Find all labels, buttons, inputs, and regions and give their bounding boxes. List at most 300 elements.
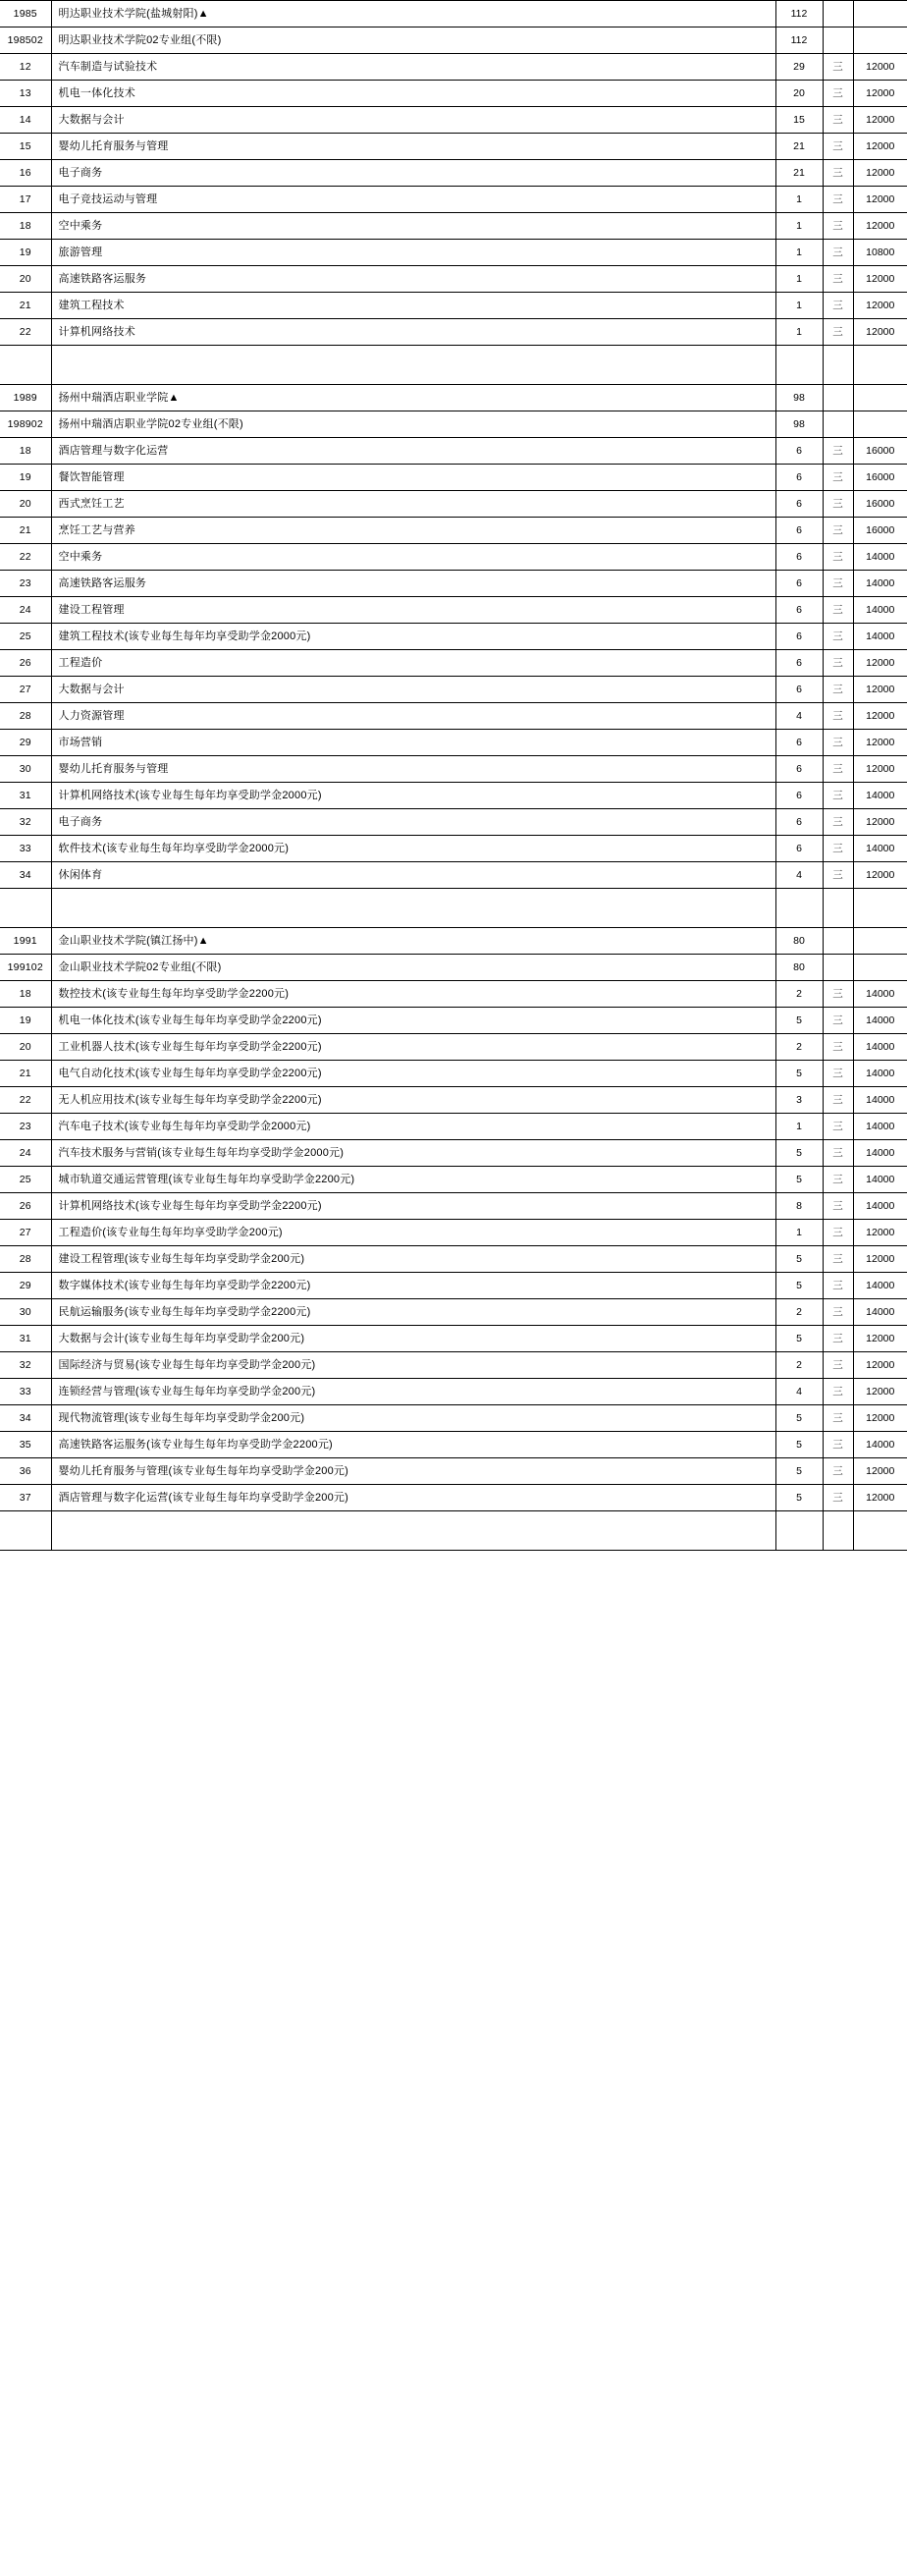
cell-study-years [823, 889, 853, 928]
cell-tuition-fee: 12000 [853, 81, 907, 107]
cell-plan-count: 4 [775, 862, 823, 889]
cell-study-years [823, 928, 853, 955]
cell-code: 1989 [0, 385, 51, 411]
cell-plan-count: 112 [775, 1, 823, 27]
cell-code: 29 [0, 730, 51, 756]
cell-study-years: 三 [823, 1061, 853, 1087]
cell-tuition-fee: 12000 [853, 213, 907, 240]
cell-study-years: 三 [823, 650, 853, 677]
cell-major-name: 机电一体化技术(该专业每生每年均享受助学金2200元) [51, 1008, 775, 1034]
table-row [0, 1114, 907, 1140]
cell-major-name: 计算机网络技术(该专业每生每年均享受助学金2200元) [51, 1193, 775, 1220]
cell-tuition-fee [853, 411, 907, 438]
cell-plan-count: 98 [775, 411, 823, 438]
cell-plan-count: 1 [775, 266, 823, 293]
cell-plan-count: 6 [775, 650, 823, 677]
table-row [0, 756, 907, 783]
cell-code: 31 [0, 1326, 51, 1352]
cell-plan-count: 6 [775, 624, 823, 650]
cell-study-years: 三 [823, 783, 853, 809]
cell-major-name: 城市轨道交通运营管理(该专业每生每年均享受助学金2200元) [51, 1167, 775, 1193]
cell-tuition-fee: 14000 [853, 624, 907, 650]
cell-code: 24 [0, 1140, 51, 1167]
cell-plan-count: 5 [775, 1432, 823, 1458]
cell-tuition-fee: 14000 [853, 1114, 907, 1140]
cell-major-name: 建筑工程技术(该专业每生每年均享受助学金2000元) [51, 624, 775, 650]
table-row [0, 1485, 907, 1511]
cell-plan-count: 5 [775, 1326, 823, 1352]
table-row [0, 1405, 907, 1432]
cell-tuition-fee: 12000 [853, 1220, 907, 1246]
cell-plan-count: 2 [775, 1352, 823, 1379]
cell-plan-count: 5 [775, 1273, 823, 1299]
cell-study-years: 三 [823, 677, 853, 703]
cell-major-name: 工业机器人技术(该专业每生每年均享受助学金2200元) [51, 1034, 775, 1061]
cell-code: 15 [0, 134, 51, 160]
cell-study-years: 三 [823, 1458, 853, 1485]
cell-tuition-fee: 14000 [853, 1193, 907, 1220]
admission-plan-table-body [0, 1, 907, 1551]
cell-code: 19 [0, 1008, 51, 1034]
table-row [0, 213, 907, 240]
cell-plan-count: 5 [775, 1405, 823, 1432]
cell-study-years: 三 [823, 160, 853, 187]
cell-study-years: 三 [823, 266, 853, 293]
cell-tuition-fee [853, 385, 907, 411]
cell-plan-count: 4 [775, 703, 823, 730]
cell-plan-count: 21 [775, 160, 823, 187]
cell-tuition-fee: 12000 [853, 1326, 907, 1352]
cell-study-years: 三 [823, 703, 853, 730]
cell-major-name: 软件技术(该专业每生每年均享受助学金2000元) [51, 836, 775, 862]
cell-code: 18 [0, 981, 51, 1008]
cell-plan-count: 21 [775, 134, 823, 160]
cell-tuition-fee: 16000 [853, 491, 907, 518]
cell-tuition-fee: 12000 [853, 650, 907, 677]
cell-plan-count: 6 [775, 438, 823, 465]
table-row [0, 571, 907, 597]
cell-plan-count: 6 [775, 809, 823, 836]
cell-code: 21 [0, 293, 51, 319]
cell-tuition-fee: 12000 [853, 703, 907, 730]
table-row [0, 1326, 907, 1352]
cell-plan-count: 2 [775, 1299, 823, 1326]
cell-code: 20 [0, 1034, 51, 1061]
cell-plan-count: 4 [775, 1379, 823, 1405]
cell-tuition-fee: 14000 [853, 1167, 907, 1193]
cell-plan-count: 20 [775, 81, 823, 107]
cell-major-name: 建筑工程技术 [51, 293, 775, 319]
cell-major-name: 电气自动化技术(该专业每生每年均享受助学金2200元) [51, 1061, 775, 1087]
cell-plan-count: 1 [775, 187, 823, 213]
cell-plan-count: 6 [775, 465, 823, 491]
cell-study-years: 三 [823, 1405, 853, 1432]
cell-code: 1991 [0, 928, 51, 955]
cell-plan-count: 6 [775, 491, 823, 518]
table-row [0, 836, 907, 862]
cell-tuition-fee: 12000 [853, 1485, 907, 1511]
cell-major-name: 休闲体育 [51, 862, 775, 889]
table-row [0, 1273, 907, 1299]
cell-plan-count: 3 [775, 1087, 823, 1114]
cell-study-years: 三 [823, 293, 853, 319]
cell-study-years: 三 [823, 544, 853, 571]
cell-plan-count: 6 [775, 597, 823, 624]
table-row [0, 1008, 907, 1034]
cell-plan-count: 6 [775, 783, 823, 809]
cell-major-name: 婴幼儿托育服务与管理 [51, 134, 775, 160]
cell-tuition-fee: 14000 [853, 597, 907, 624]
cell-major-name: 汽车制造与试验技术 [51, 54, 775, 81]
cell-tuition-fee [853, 346, 907, 385]
cell-plan-count: 6 [775, 756, 823, 783]
cell-tuition-fee: 12000 [853, 134, 907, 160]
cell-major-name: 高速铁路客运服务(该专业每生每年均享受助学金2200元) [51, 1432, 775, 1458]
cell-tuition-fee: 12000 [853, 293, 907, 319]
cell-major-name: 西式烹饪工艺 [51, 491, 775, 518]
table-row [0, 160, 907, 187]
cell-code: 19 [0, 465, 51, 491]
table-row [0, 862, 907, 889]
cell-code: 31 [0, 783, 51, 809]
cell-tuition-fee: 14000 [853, 544, 907, 571]
cell-plan-count: 15 [775, 107, 823, 134]
cell-tuition-fee: 14000 [853, 1140, 907, 1167]
cell-major-name: 扬州中瑞酒店职业学院02专业组(不限) [51, 411, 775, 438]
cell-tuition-fee: 12000 [853, 107, 907, 134]
cell-code: 30 [0, 756, 51, 783]
cell-plan-count: 5 [775, 1458, 823, 1485]
table-row [0, 1034, 907, 1061]
cell-tuition-fee: 14000 [853, 1034, 907, 1061]
cell-plan-count: 1 [775, 319, 823, 346]
cell-study-years [823, 27, 853, 54]
cell-major-name: 大数据与会计 [51, 677, 775, 703]
cell-plan-count: 5 [775, 1140, 823, 1167]
cell-plan-count: 6 [775, 518, 823, 544]
cell-study-years: 三 [823, 1432, 853, 1458]
table-row [0, 1061, 907, 1087]
cell-study-years: 三 [823, 240, 853, 266]
cell-major-name: 国际经济与贸易(该专业每生每年均享受助学金200元) [51, 1352, 775, 1379]
cell-code: 17 [0, 187, 51, 213]
cell-study-years: 三 [823, 809, 853, 836]
cell-study-years: 三 [823, 438, 853, 465]
cell-plan-count [775, 346, 823, 385]
cell-code: 16 [0, 160, 51, 187]
table-row [0, 597, 907, 624]
table-row [0, 1458, 907, 1485]
cell-study-years: 三 [823, 1485, 853, 1511]
cell-code: 27 [0, 1220, 51, 1246]
cell-study-years: 三 [823, 1140, 853, 1167]
cell-major-name: 婴幼儿托育服务与管理(该专业每生每年均享受助学金200元) [51, 1458, 775, 1485]
table-spacer-row [0, 346, 907, 385]
cell-tuition-fee: 14000 [853, 571, 907, 597]
cell-code: 34 [0, 1405, 51, 1432]
cell-study-years: 三 [823, 1299, 853, 1326]
cell-code: 22 [0, 1087, 51, 1114]
table-row [0, 1220, 907, 1246]
cell-study-years: 三 [823, 1326, 853, 1352]
cell-study-years: 三 [823, 1246, 853, 1273]
cell-plan-count [775, 889, 823, 928]
cell-study-years: 三 [823, 1220, 853, 1246]
cell-plan-count: 1 [775, 240, 823, 266]
table-row [0, 187, 907, 213]
cell-code: 198502 [0, 27, 51, 54]
cell-code: 1985 [0, 1, 51, 27]
cell-tuition-fee: 16000 [853, 465, 907, 491]
table-row [0, 730, 907, 756]
cell-major-name: 数字媒体技术(该专业每生每年均享受助学金2200元) [51, 1273, 775, 1299]
cell-tuition-fee [853, 889, 907, 928]
table-row [0, 809, 907, 836]
cell-study-years: 三 [823, 1379, 853, 1405]
cell-major-name: 大数据与会计(该专业每生每年均享受助学金200元) [51, 1326, 775, 1352]
cell-tuition-fee: 12000 [853, 1379, 907, 1405]
cell-code: 29 [0, 1273, 51, 1299]
cell-plan-count [775, 1511, 823, 1551]
cell-code: 199102 [0, 955, 51, 981]
cell-major-name: 空中乘务 [51, 213, 775, 240]
cell-code: 26 [0, 650, 51, 677]
cell-plan-count: 1 [775, 213, 823, 240]
cell-tuition-fee: 12000 [853, 1458, 907, 1485]
table-row [0, 107, 907, 134]
cell-study-years: 三 [823, 1008, 853, 1034]
cell-code: 22 [0, 544, 51, 571]
cell-plan-count: 80 [775, 955, 823, 981]
cell-code: 198902 [0, 411, 51, 438]
cell-code: 25 [0, 624, 51, 650]
cell-major-name: 电子商务 [51, 809, 775, 836]
cell-major-name: 无人机应用技术(该专业每生每年均享受助学金2200元) [51, 1087, 775, 1114]
cell-study-years [823, 1, 853, 27]
cell-major-name: 计算机网络技术 [51, 319, 775, 346]
cell-code [0, 346, 51, 385]
cell-code: 20 [0, 266, 51, 293]
cell-study-years: 三 [823, 981, 853, 1008]
cell-tuition-fee: 12000 [853, 187, 907, 213]
cell-study-years: 三 [823, 213, 853, 240]
table-row [0, 1299, 907, 1326]
cell-plan-count: 1 [775, 293, 823, 319]
cell-tuition-fee: 12000 [853, 677, 907, 703]
table-row [0, 928, 907, 955]
cell-study-years: 三 [823, 518, 853, 544]
cell-code: 27 [0, 677, 51, 703]
cell-tuition-fee: 12000 [853, 809, 907, 836]
cell-code: 23 [0, 1114, 51, 1140]
cell-code: 25 [0, 1167, 51, 1193]
table-row [0, 411, 907, 438]
cell-major-name: 建设工程管理(该专业每生每年均享受助学金200元) [51, 1246, 775, 1273]
table-row [0, 491, 907, 518]
table-row [0, 1352, 907, 1379]
cell-major-name [51, 346, 775, 385]
table-row [0, 955, 907, 981]
cell-code: 23 [0, 571, 51, 597]
cell-code: 33 [0, 1379, 51, 1405]
cell-tuition-fee: 16000 [853, 438, 907, 465]
table-row [0, 134, 907, 160]
cell-tuition-fee: 14000 [853, 783, 907, 809]
cell-plan-count: 2 [775, 981, 823, 1008]
cell-major-name [51, 889, 775, 928]
cell-plan-count: 98 [775, 385, 823, 411]
cell-tuition-fee: 14000 [853, 1087, 907, 1114]
cell-tuition-fee: 12000 [853, 1246, 907, 1273]
cell-study-years: 三 [823, 624, 853, 650]
cell-tuition-fee: 14000 [853, 1061, 907, 1087]
cell-study-years [823, 385, 853, 411]
cell-code: 12 [0, 54, 51, 81]
cell-major-name: 高速铁路客运服务 [51, 571, 775, 597]
cell-tuition-fee: 14000 [853, 836, 907, 862]
cell-plan-count: 8 [775, 1193, 823, 1220]
cell-code: 18 [0, 213, 51, 240]
cell-tuition-fee: 12000 [853, 319, 907, 346]
cell-major-name: 电子商务 [51, 160, 775, 187]
cell-plan-count: 112 [775, 27, 823, 54]
cell-major-name: 数控技术(该专业每生每年均享受助学金2200元) [51, 981, 775, 1008]
cell-study-years [823, 411, 853, 438]
cell-code: 28 [0, 1246, 51, 1273]
table-spacer-row [0, 1511, 907, 1551]
cell-code: 36 [0, 1458, 51, 1485]
cell-major-name: 旅游管理 [51, 240, 775, 266]
cell-plan-count: 80 [775, 928, 823, 955]
cell-plan-count: 2 [775, 1034, 823, 1061]
cell-major-name: 空中乘务 [51, 544, 775, 571]
cell-study-years: 三 [823, 319, 853, 346]
table-row [0, 703, 907, 730]
cell-code: 24 [0, 597, 51, 624]
cell-study-years: 三 [823, 1087, 853, 1114]
cell-code: 34 [0, 862, 51, 889]
cell-major-name: 大数据与会计 [51, 107, 775, 134]
cell-major-name: 电子竞技运动与管理 [51, 187, 775, 213]
cell-major-name [51, 1511, 775, 1551]
cell-tuition-fee: 12000 [853, 730, 907, 756]
cell-tuition-fee [853, 1, 907, 27]
table-row [0, 981, 907, 1008]
table-row [0, 1167, 907, 1193]
cell-major-name: 计算机网络技术(该专业每生每年均享受助学金2000元) [51, 783, 775, 809]
cell-major-name: 现代物流管理(该专业每生每年均享受助学金200元) [51, 1405, 775, 1432]
cell-plan-count: 6 [775, 730, 823, 756]
cell-major-name: 连锁经营与管理(该专业每生每年均享受助学金200元) [51, 1379, 775, 1405]
cell-major-name: 机电一体化技术 [51, 81, 775, 107]
cell-code: 18 [0, 438, 51, 465]
cell-code [0, 889, 51, 928]
table-row [0, 1087, 907, 1114]
cell-code: 33 [0, 836, 51, 862]
cell-tuition-fee: 12000 [853, 756, 907, 783]
table-row [0, 54, 907, 81]
cell-study-years [823, 346, 853, 385]
cell-major-name: 高速铁路客运服务 [51, 266, 775, 293]
cell-study-years: 三 [823, 81, 853, 107]
cell-plan-count: 6 [775, 836, 823, 862]
cell-plan-count: 5 [775, 1008, 823, 1034]
table-row [0, 1140, 907, 1167]
cell-tuition-fee: 12000 [853, 862, 907, 889]
table-row [0, 624, 907, 650]
cell-tuition-fee: 14000 [853, 1432, 907, 1458]
cell-study-years: 三 [823, 465, 853, 491]
cell-major-name: 明达职业技术学院02专业组(不限) [51, 27, 775, 54]
table-row [0, 1246, 907, 1273]
cell-study-years: 三 [823, 107, 853, 134]
cell-major-name: 酒店管理与数字化运营(该专业每生每年均享受助学金200元) [51, 1485, 775, 1511]
cell-tuition-fee: 12000 [853, 160, 907, 187]
cell-tuition-fee: 12000 [853, 266, 907, 293]
cell-study-years [823, 955, 853, 981]
cell-plan-count: 5 [775, 1485, 823, 1511]
table-row [0, 1379, 907, 1405]
cell-code: 22 [0, 319, 51, 346]
cell-study-years: 三 [823, 597, 853, 624]
cell-tuition-fee: 14000 [853, 1008, 907, 1034]
cell-major-name: 汽车技术服务与营销(该专业每生每年均享受助学金2000元) [51, 1140, 775, 1167]
table-row [0, 240, 907, 266]
cell-plan-count: 6 [775, 544, 823, 571]
cell-code: 14 [0, 107, 51, 134]
cell-plan-count: 1 [775, 1220, 823, 1246]
cell-major-name: 餐饮智能管理 [51, 465, 775, 491]
cell-tuition-fee [853, 928, 907, 955]
table-row [0, 438, 907, 465]
cell-plan-count: 5 [775, 1246, 823, 1273]
cell-code: 30 [0, 1299, 51, 1326]
cell-code: 37 [0, 1485, 51, 1511]
cell-plan-count: 1 [775, 1114, 823, 1140]
cell-major-name: 婴幼儿托育服务与管理 [51, 756, 775, 783]
cell-plan-count: 29 [775, 54, 823, 81]
cell-major-name: 民航运输服务(该专业每生每年均享受助学金2200元) [51, 1299, 775, 1326]
cell-major-name: 明达职业技术学院(盐城射阳)▲ [51, 1, 775, 27]
cell-study-years: 三 [823, 54, 853, 81]
cell-major-name: 市场营销 [51, 730, 775, 756]
cell-tuition-fee: 12000 [853, 54, 907, 81]
cell-code: 26 [0, 1193, 51, 1220]
cell-major-name: 工程造价 [51, 650, 775, 677]
cell-study-years: 三 [823, 491, 853, 518]
table-row [0, 1193, 907, 1220]
cell-study-years: 三 [823, 730, 853, 756]
cell-tuition-fee: 14000 [853, 981, 907, 1008]
cell-study-years: 三 [823, 1167, 853, 1193]
cell-major-name: 汽车电子技术(该专业每生每年均享受助学金2000元) [51, 1114, 775, 1140]
cell-study-years: 三 [823, 571, 853, 597]
cell-tuition-fee: 10800 [853, 240, 907, 266]
cell-tuition-fee: 14000 [853, 1299, 907, 1326]
cell-code: 21 [0, 1061, 51, 1087]
table-row [0, 319, 907, 346]
cell-code [0, 1511, 51, 1551]
cell-code: 19 [0, 240, 51, 266]
table-row [0, 518, 907, 544]
table-row [0, 677, 907, 703]
cell-plan-count: 6 [775, 571, 823, 597]
table-spacer-row [0, 889, 907, 928]
cell-study-years: 三 [823, 1193, 853, 1220]
cell-tuition-fee: 16000 [853, 518, 907, 544]
cell-study-years [823, 1511, 853, 1551]
cell-major-name: 烹饪工艺与营养 [51, 518, 775, 544]
